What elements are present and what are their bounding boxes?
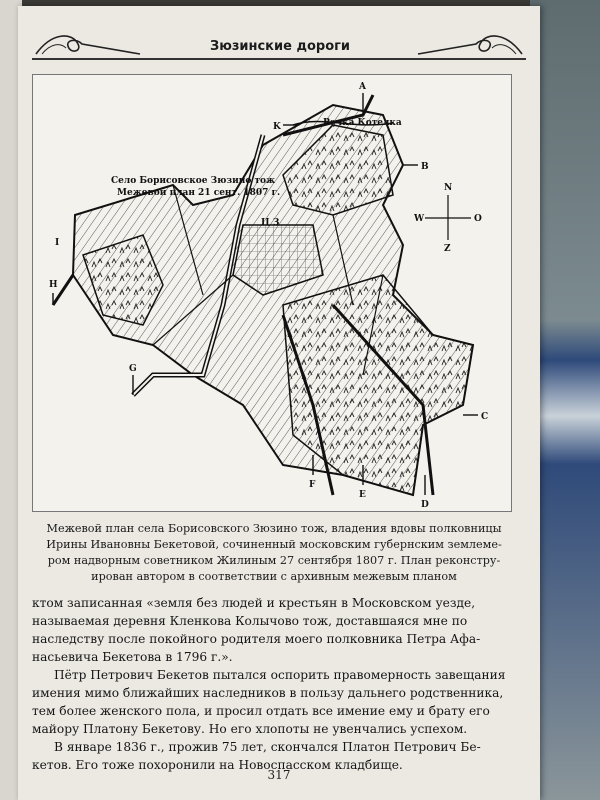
compass-north: N <box>444 183 453 193</box>
survey-map-figure <box>32 74 512 512</box>
body-line: майору Платону Бекетову. Но его хлопоты не увенчались успехом. <box>32 722 468 736</box>
letter-i: I <box>55 238 60 248</box>
figure-caption <box>32 521 516 585</box>
compass-south: Z <box>444 244 451 254</box>
map-title-line1: Село Борисовское Зюзино тож <box>111 176 276 186</box>
map-title-line2: Межевой план 21 сент. 1807 г. <box>117 188 281 198</box>
running-header <box>18 24 540 64</box>
caption-line: Межевой план села Борисовского Зюзино тож, владения вдовы полковницы <box>46 522 502 535</box>
book-cover-edge <box>530 0 600 800</box>
body-line: насьевича Бекетова в 1796 г.». <box>32 650 233 664</box>
caption-line: ром надворным советником Жилиным 27 сентября 1807 г. План реконстру- <box>47 554 501 567</box>
caption-line: Ирины Ивановны Бекетовой, сочиненный московским губернским землеме- <box>46 538 502 551</box>
river-label: Речка Котелка <box>323 118 402 128</box>
compass-west: W <box>414 214 425 224</box>
body-line: тем более женского пола, и просил отдать все имение ему и брату его <box>32 704 490 718</box>
letter-d: D <box>421 500 429 510</box>
compass-east: O <box>474 214 482 224</box>
church-label: Ц З <box>261 218 280 228</box>
letter-k: K <box>273 122 281 132</box>
survey-map <box>33 75 511 511</box>
left-ornament-icon <box>32 30 142 58</box>
header-rule <box>32 58 526 60</box>
body-line: В январе 1836 г., прожив 75 лет, скончался Платон Петрович Бе- <box>54 740 481 754</box>
body-line: имения мимо ближайших наследников в пользу дальнего родственника, <box>32 686 504 700</box>
body-line: ктом записанная «земля без людей и крестьян в Московском уезде, <box>32 596 476 610</box>
letter-g: G <box>129 364 137 374</box>
letter-e: E <box>359 490 366 500</box>
letter-f: F <box>309 480 316 490</box>
body-line: Пётр Петрович Бекетов пытался оспорить правомерность завещания <box>54 668 506 682</box>
body-line: кетов. Его тоже похоронили на Новоспасском кладбище. <box>32 758 403 772</box>
body-line: называемая деревня Кленкова Колычово тож, доставшаяся мне по <box>32 614 468 628</box>
letter-c: C <box>481 412 489 422</box>
book-page <box>18 6 540 800</box>
page-number: 317 <box>267 768 291 782</box>
header-title: Зюзинские дороги <box>209 39 351 54</box>
right-ornament-icon <box>416 30 526 58</box>
body-text <box>32 594 518 774</box>
caption-line: ирован автором в соответствии с архивным межевым планом <box>91 570 457 583</box>
compass-rose <box>413 183 482 254</box>
letter-b: B <box>421 162 429 172</box>
letter-h: H <box>49 280 58 290</box>
body-line: наследству после покойного родителя моего полковника Петра Афа- <box>32 632 481 646</box>
letter-a: A <box>359 82 366 92</box>
